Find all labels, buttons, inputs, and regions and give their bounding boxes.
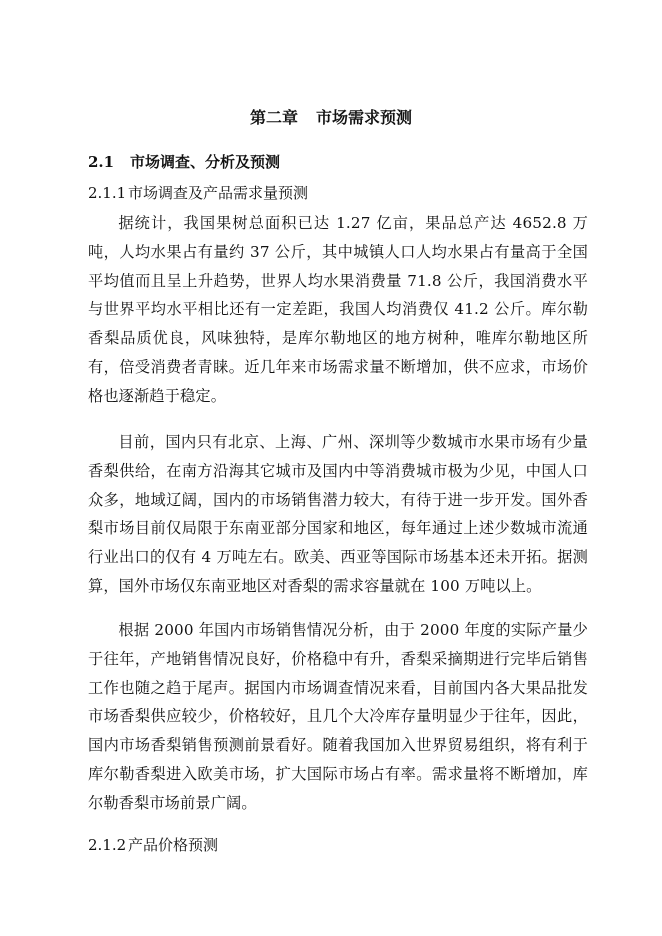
section-heading-2-1 — [88, 150, 280, 174]
paragraph-current-market: 目前，国内只有北京、上海、广州、深圳等少数城市水果市场有少量香梨供给，在南方沿海其它城市及国内中等消费城市极为少见，中国人口众多，地域辽阔，国内的市场销售潜力较大，有待于进一步开发。国外香梨市场目前仅局限于东南亚部分国家和地区，每年通过上述少数城市流通行业出口的仅有 4 万吨左右。欧美、西亚等国际市场基本还未开拓。据测算，国外市场仅东南亚地区对香梨的需求容量就在 100 万吨以上。 — [88, 433, 588, 595]
subsection-number: 2.1.2 — [88, 836, 127, 854]
subsection-number: 2.1.1 — [88, 184, 127, 202]
subsection-title: 市场调查及产品需求量预测 — [128, 184, 309, 202]
section-title: 市场调查、分析及预测 — [130, 153, 281, 171]
subsection-heading-2-1-1 — [88, 181, 308, 205]
chapter-name: 市场需求预测 — [316, 108, 413, 127]
paragraph-statistics: 据统计，我国果树总面积已达 1.27 亿亩，果品总产达 4652.8 万吨，人均水果占有量约 37 公斤，其中城镇人口人均水果占有量高于全国平均值而且呈上升趋势，世界人均水果消费量 71.8 公斤，我国消费水平与世界平均水平相比还有一定差距，我国人均消费仅 41.2 公斤。库尔勒香梨品质优良，风味独特，是库尔勒地区的地方树种，唯库尔勒地区所有，倍受消费者青睐。近几年来市场需求量不断增加，供不应求，市场价格也逐渐趋于稳定。 — [88, 214, 588, 405]
section-number: 2.1 — [88, 153, 115, 171]
chapter-number: 第二章 — [249, 108, 298, 127]
paragraph-2000-analysis: 根据 2000 年国内市场销售情况分析，由于 2000 年度的实际产量少于往年，产地销售情况良好，价格稳中有升，香梨采摘期进行完毕后销售工作也随之趋于尾声。据国内市场调查情况来看，目前国内各大果品批发市场香梨供应较少，价格较好，且几个大冷库存量明显少于往年，因此，国内市场香梨销售预测前景看好。随着我国加入世界贸易组织，将有利于库尔勒香梨进入欧美市场，扩大国际市场占有率。需求量将不断增加，库尔勒香梨市场前景广阔。 — [88, 621, 588, 812]
subsection-title: 产品价格预测 — [128, 836, 219, 854]
chapter-title — [0, 106, 662, 130]
subsection-heading-2-1-2 — [88, 833, 218, 857]
